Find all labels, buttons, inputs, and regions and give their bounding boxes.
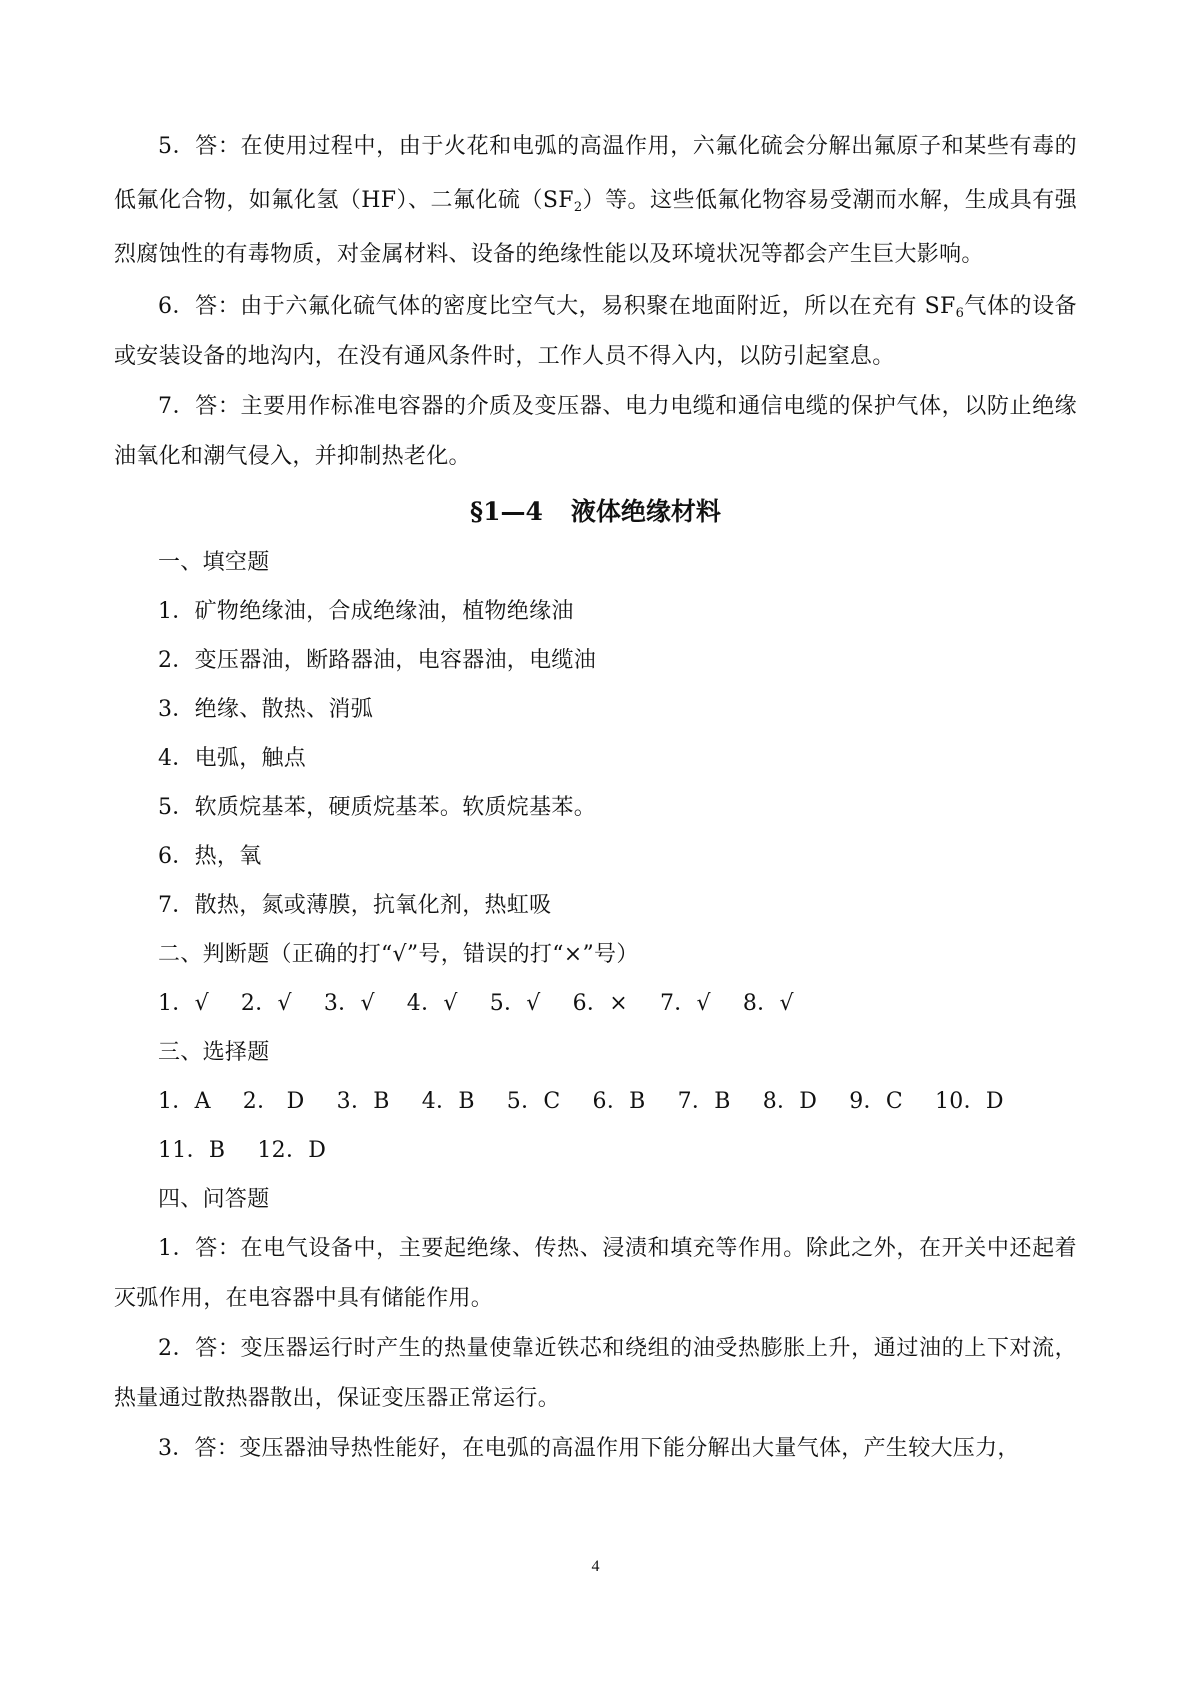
answer-item: 5．√ xyxy=(489,991,541,1016)
qa-answer-3: 3．答：变压器油导热性能好，在电弧的高温作用下能分解出大量气体，产生较大压力， xyxy=(158,1436,1020,1461)
answer-item: 4．B xyxy=(421,1089,475,1114)
answer-item: 11．B xyxy=(158,1138,226,1163)
fill-blank-item: 2．变压器油，断路器油，电容器油，电缆油 xyxy=(158,648,596,673)
page-number: 4 xyxy=(591,1558,600,1575)
section-number: §1—4 xyxy=(470,497,543,526)
section-heading xyxy=(114,488,1077,536)
multiple-choice-answers-row-1 xyxy=(114,1077,1077,1126)
answer-item: 7．√ xyxy=(659,991,711,1016)
fill-blank-item: 5．软质烷基苯，硬质烷基苯。软质烷基苯。 xyxy=(158,795,596,820)
section-title: 液体绝缘材料 xyxy=(570,497,721,526)
answer-item: 8．√ xyxy=(742,991,794,1016)
answer-5-paragraph xyxy=(114,120,1077,282)
answer-item: 10．D xyxy=(934,1089,1004,1114)
answer-5-subscript: 2 xyxy=(573,200,583,215)
answer-6-text-b: 气体的设备或安装设备的地沟内，在没有通风条件时，工作人员不得入内，以防引起窒息。 xyxy=(114,294,1077,369)
answer-6-subscript: 6 xyxy=(955,306,965,321)
answer-item: 7．B xyxy=(677,1089,731,1114)
answer-item: 12．D xyxy=(257,1138,327,1163)
document-page xyxy=(114,120,1077,1620)
answer-item: 4．√ xyxy=(406,991,458,1016)
answer-item: 3．√ xyxy=(323,991,375,1016)
qa-heading: 四、问答题 xyxy=(158,1187,270,1212)
qa-answer-2: 2．答：变压器运行时产生的热量使靠近铁芯和绕组的油受热膨胀上升，通过油的上下对流，热量通过散热器散出，保证变压器正常运行。 xyxy=(114,1336,1077,1411)
fill-blank-item: 3．绝缘、散热、消弧 xyxy=(158,697,373,722)
answer-6-text-a: 6．答：由于六氟化硫气体的密度比空气大，易积聚在地面附近，所以在充有 SF xyxy=(158,294,956,319)
qa-answer-1: 1．答：在电气设备中，主要起绝缘、传热、浸渍和填充等作用。除此之外，在开关中还起着灭弧作用，在电容器中具有储能作用。 xyxy=(114,1236,1077,1311)
answer-item: 2． D xyxy=(242,1089,305,1114)
multiple-choice-heading: 三、选择题 xyxy=(158,1040,270,1065)
answer-6-paragraph xyxy=(114,282,1077,382)
answer-item: 9．C xyxy=(849,1089,903,1114)
answer-item: 1．A xyxy=(158,1089,211,1114)
fill-blank-heading: 一、填空题 xyxy=(158,550,270,575)
answer-item: 1．√ xyxy=(158,991,209,1016)
answer-item: 6．B xyxy=(592,1089,646,1114)
true-false-answers xyxy=(114,979,1077,1028)
answer-7-paragraph: 7．答：主要用作标准电容器的介质及变压器、电力电缆和通信电缆的保护气体，以防止绝缘油氧化和潮气侵入，并抑制热老化。 xyxy=(114,394,1077,469)
answer-item: 2．√ xyxy=(240,991,292,1016)
true-false-heading: 二、判断题（正确的打“√”号，错误的打“×”号） xyxy=(158,942,639,967)
answer-item: 8．D xyxy=(762,1089,818,1114)
multiple-choice-answers-row-2 xyxy=(114,1126,1077,1175)
answer-item: 3．B xyxy=(336,1089,390,1114)
answer-item: 5．C xyxy=(506,1089,561,1114)
answer-5-text-a: 5．答：在使用过程中，由于火花和电弧的高温作用，六氟化硫会分解出氟原子和某些有毒的低氟化合物，如氟化氢（HF）、二氟化硫（SF xyxy=(114,134,1077,213)
fill-blank-item: 1．矿物绝缘油，合成绝缘油，植物绝缘油 xyxy=(158,599,574,624)
fill-blank-item: 7．散热，氮或薄膜，抗氧化剂，热虹吸 xyxy=(158,893,552,918)
answer-item: 6．× xyxy=(572,991,628,1016)
fill-blank-item: 4．电弧，触点 xyxy=(158,746,307,771)
answer-5-text-b: ）等。这些低氟化物容易受潮而水解，生成具有强烈腐蚀性的有毒物质，对金属材料、设备的绝缘性能以及环境状况等都会产生巨大影响。 xyxy=(114,188,1077,267)
fill-blank-item: 6．热，氧 xyxy=(158,844,262,869)
